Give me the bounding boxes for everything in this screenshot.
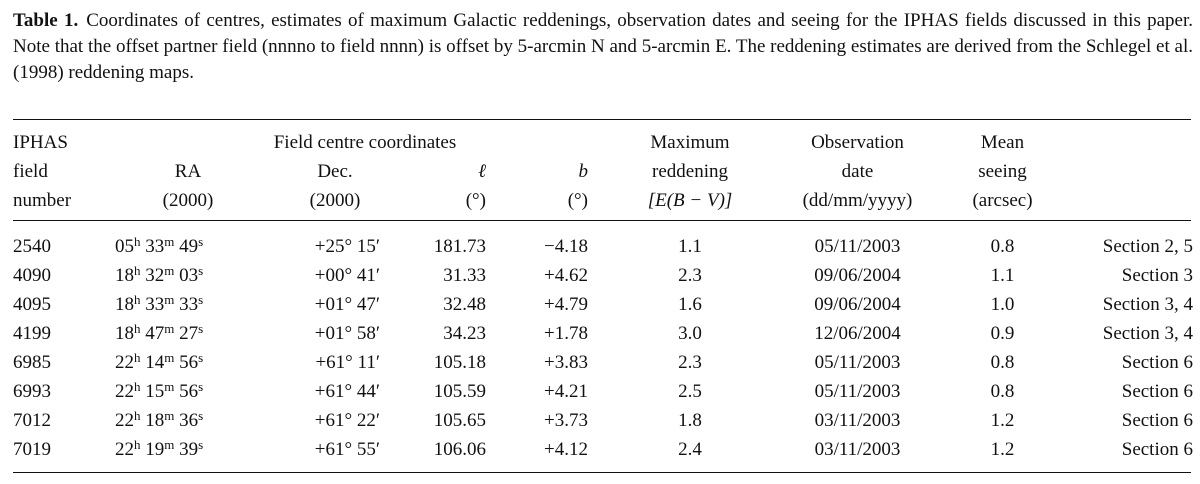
- cell-seeing: 1.1: [990, 265, 1015, 286]
- dec-value: +00° 41′: [314, 265, 380, 286]
- header-reddening: Maximum reddening [E(B − V)]: [647, 132, 733, 211]
- cell-field: 4090: [13, 265, 51, 286]
- cell-b: +3.73: [544, 410, 588, 431]
- cell-seeing: 0.8: [990, 381, 1015, 402]
- dec-value: +61° 44′: [314, 381, 380, 402]
- cell-dec: [280, 290, 380, 319]
- cell-ra: [115, 319, 203, 348]
- cell-ra: [115, 406, 203, 435]
- cell-b: +4.21: [544, 381, 588, 402]
- header-field: IPHAS field number: [13, 132, 72, 211]
- cell-ra: [115, 261, 203, 290]
- cell-l: 105.18: [433, 352, 486, 373]
- cell-reddening: 2.3: [678, 265, 702, 286]
- cell-dec: [280, 261, 380, 290]
- cell-ra: [115, 435, 203, 464]
- header-b: b (°): [567, 161, 588, 211]
- header-date: Observation date (dd/mm/yyyy): [802, 132, 913, 211]
- cell-field: 4199: [13, 323, 51, 344]
- cell-seeing: 0.9: [990, 323, 1015, 344]
- cell-l: 32.48: [443, 294, 486, 315]
- cell-seeing: 0.8: [990, 236, 1015, 257]
- ra-value: 18$^h$ 32$^m$ 03$^s$: [115, 263, 204, 286]
- cell-section: Section 3, 4: [1102, 294, 1193, 315]
- cell-reddening: 2.3: [678, 352, 702, 373]
- cell-date: 09/06/2004: [814, 294, 901, 315]
- cell-field: 2540: [13, 236, 51, 257]
- dec-value: +61° 22′: [314, 410, 380, 431]
- table-caption: [13, 8, 1193, 86]
- header-dec: Dec. (2000): [309, 161, 361, 211]
- cell-l: 34.23: [443, 323, 486, 344]
- cell-reddening: 1.6: [678, 294, 702, 315]
- cell-l: 105.59: [433, 381, 486, 402]
- cell-seeing: 0.8: [990, 352, 1015, 373]
- cell-ra: [115, 232, 203, 261]
- cell-field: 6985: [13, 352, 51, 373]
- cell-section: Section 3: [1121, 265, 1193, 286]
- header-l: ℓ (°): [465, 161, 486, 211]
- cell-date: 03/11/2003: [814, 439, 901, 460]
- cell-l: 181.73: [433, 236, 486, 257]
- cell-ra: [115, 348, 203, 377]
- cell-section: Section 6: [1121, 381, 1193, 402]
- cell-b: +3.83: [544, 352, 588, 373]
- dec-value: +61° 55′: [314, 439, 380, 460]
- ra-value: 22$^h$ 18$^m$ 36$^s$: [115, 408, 204, 431]
- cell-seeing: 1.0: [990, 294, 1015, 315]
- cell-date: 05/11/2003: [814, 352, 901, 373]
- cell-ra: [115, 290, 203, 319]
- cell-reddening: 1.1: [678, 236, 702, 257]
- cell-dec: [280, 319, 380, 348]
- header-coords-group: Field centre coordinates: [273, 132, 457, 153]
- cell-date: 05/11/2003: [814, 381, 901, 402]
- cell-b: +4.12: [544, 439, 588, 460]
- cell-section: Section 2, 5: [1102, 236, 1193, 257]
- header-ra: RA (2000): [162, 161, 214, 211]
- header-rule: [13, 220, 1191, 221]
- dec-value: +01° 47′: [314, 294, 380, 315]
- cell-b: −4.18: [544, 236, 588, 257]
- ra-value: 05$^h$ 33$^m$ 49$^s$: [115, 234, 204, 257]
- cell-reddening: 3.0: [678, 323, 702, 344]
- cell-dec: [280, 348, 380, 377]
- cell-l: 31.33: [443, 265, 486, 286]
- cell-ra: [115, 377, 203, 406]
- ra-value: 22$^h$ 15$^m$ 56$^s$: [115, 379, 204, 402]
- cell-dec: [280, 232, 380, 261]
- cell-date: 03/11/2003: [814, 410, 901, 431]
- dec-value: +25° 15′: [314, 236, 380, 257]
- dec-value: +61° 11′: [315, 352, 380, 373]
- cell-l: 106.06: [433, 439, 486, 460]
- cell-section: Section 6: [1121, 410, 1193, 431]
- cell-date: 09/06/2004: [814, 265, 901, 286]
- bottom-rule: [13, 472, 1191, 473]
- ra-value: 18$^h$ 33$^m$ 33$^s$: [115, 292, 204, 315]
- cell-date: 05/11/2003: [814, 236, 901, 257]
- cell-date: 12/06/2004: [814, 323, 901, 344]
- cell-b: +1.78: [544, 323, 588, 344]
- caption-text: Coordinates of centres, estimates of maximum Galactic reddenings, observation dates and seeing for the IPHAS fields discussed in this paper. Note that the offset partner field (nnnno to field nnnn) is offset by 5-arcmin N and 5-arcmin E. The reddening estimates are derived from the Schlegel et al. (1998) reddening maps.: [13, 10, 1193, 83]
- cell-seeing: 1.2: [990, 439, 1015, 460]
- ra-value: 22$^h$ 14$^m$ 56$^s$: [115, 350, 204, 373]
- cell-section: Section 3, 4: [1102, 323, 1193, 344]
- cell-b: +4.79: [544, 294, 588, 315]
- cell-field: 6993: [13, 381, 51, 402]
- cell-dec: [280, 435, 380, 464]
- header-seeing: Mean seeing (arcsec): [972, 132, 1033, 211]
- ra-value: 22$^h$ 19$^m$ 39$^s$: [115, 437, 204, 460]
- cell-reddening: 2.4: [678, 439, 702, 460]
- cell-field: 4095: [13, 294, 51, 315]
- ra-value: 18$^h$ 47$^m$ 27$^s$: [115, 321, 204, 344]
- cell-seeing: 1.2: [990, 410, 1015, 431]
- cell-l: 105.65: [433, 410, 486, 431]
- caption-label: Table 1.: [13, 10, 79, 31]
- cell-section: Section 6: [1121, 439, 1193, 460]
- cell-reddening: 1.8: [678, 410, 702, 431]
- cell-dec: [280, 377, 380, 406]
- cell-section: Section 6: [1121, 352, 1193, 373]
- cell-dec: [280, 406, 380, 435]
- cell-reddening: 2.5: [678, 381, 702, 402]
- cell-field: 7019: [13, 439, 51, 460]
- dec-value: +01° 58′: [314, 323, 380, 344]
- top-rule: [13, 119, 1191, 120]
- cell-field: 7012: [13, 410, 51, 431]
- cell-b: +4.62: [544, 265, 588, 286]
